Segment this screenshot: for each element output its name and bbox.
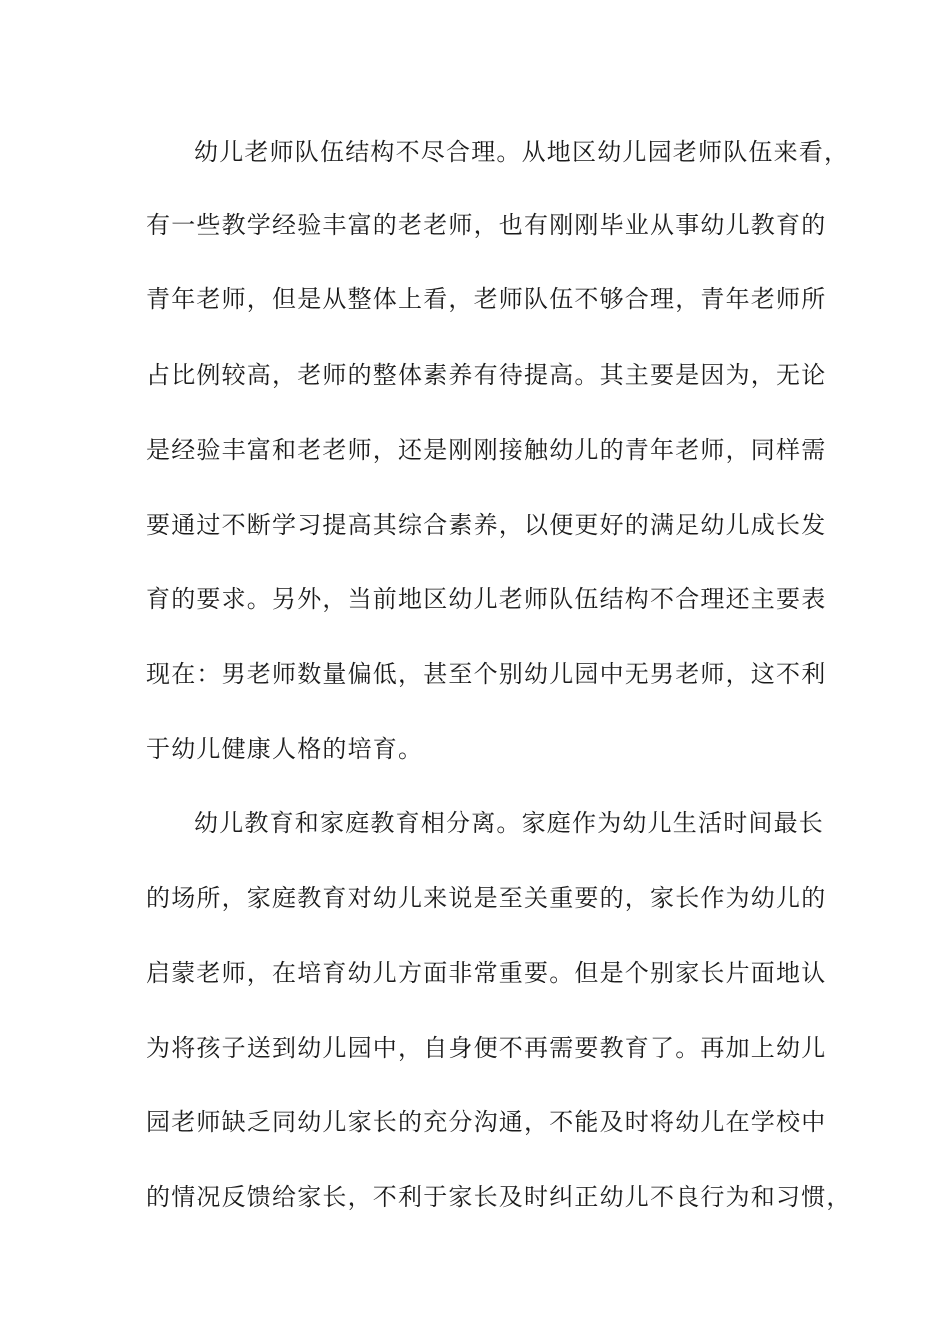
paragraph-1-line-8: 现在：男老师数量偏低，甚至个别幼儿园中无男老师，这不利	[146, 660, 827, 688]
paragraph-2-line-1: 幼儿教育和家庭教育相分离。家庭作为幼儿生活时间最长	[194, 809, 824, 837]
paragraph-1-line-3: 青年老师，但是从整体上看，老师队伍不够合理，青年老师所	[146, 285, 827, 313]
paragraph-2-line-6: 的情况反馈给家长，不利于家长及时纠正幼儿不良行为和习惯，	[146, 1183, 852, 1211]
paragraph-2-line-3: 启蒙老师，在培育幼儿方面非常重要。但是个别家长片面地认	[146, 959, 827, 987]
paragraph-1-line-9: 于幼儿健康人格的培育。	[146, 735, 424, 763]
paragraph-1-line-7: 育的要求。另外，当前地区幼儿老师队伍结构不合理还主要表	[146, 585, 827, 613]
paragraph-1-line-5: 是经验丰富和老老师，还是刚刚接触幼儿的青年老师，同样需	[146, 436, 827, 464]
paragraph-2-line-4: 为将孩子送到幼儿园中，自身便不再需要教育了。再加上幼儿	[146, 1034, 827, 1062]
paragraph-1-line-2: 有一些教学经验丰富的老老师，也有刚刚毕业从事幼儿教育的	[146, 211, 827, 239]
paragraph-2-line-5: 园老师缺乏同幼儿家长的充分沟通，不能及时将幼儿在学校中	[146, 1108, 827, 1136]
paragraph-1-line-1: 幼儿老师队伍结构不尽合理。从地区幼儿园老师队伍来看，	[194, 138, 850, 166]
paragraph-2-line-2: 的场所，家庭教育对幼儿来说是至关重要的，家长作为幼儿的	[146, 884, 827, 912]
paragraph-1-line-4: 占比例较高，老师的整体素养有待提高。其主要是因为，无论	[146, 361, 827, 389]
paragraph-1-line-6: 要通过不断学习提高其综合素养，以便更好的满足幼儿成长发	[146, 511, 827, 539]
